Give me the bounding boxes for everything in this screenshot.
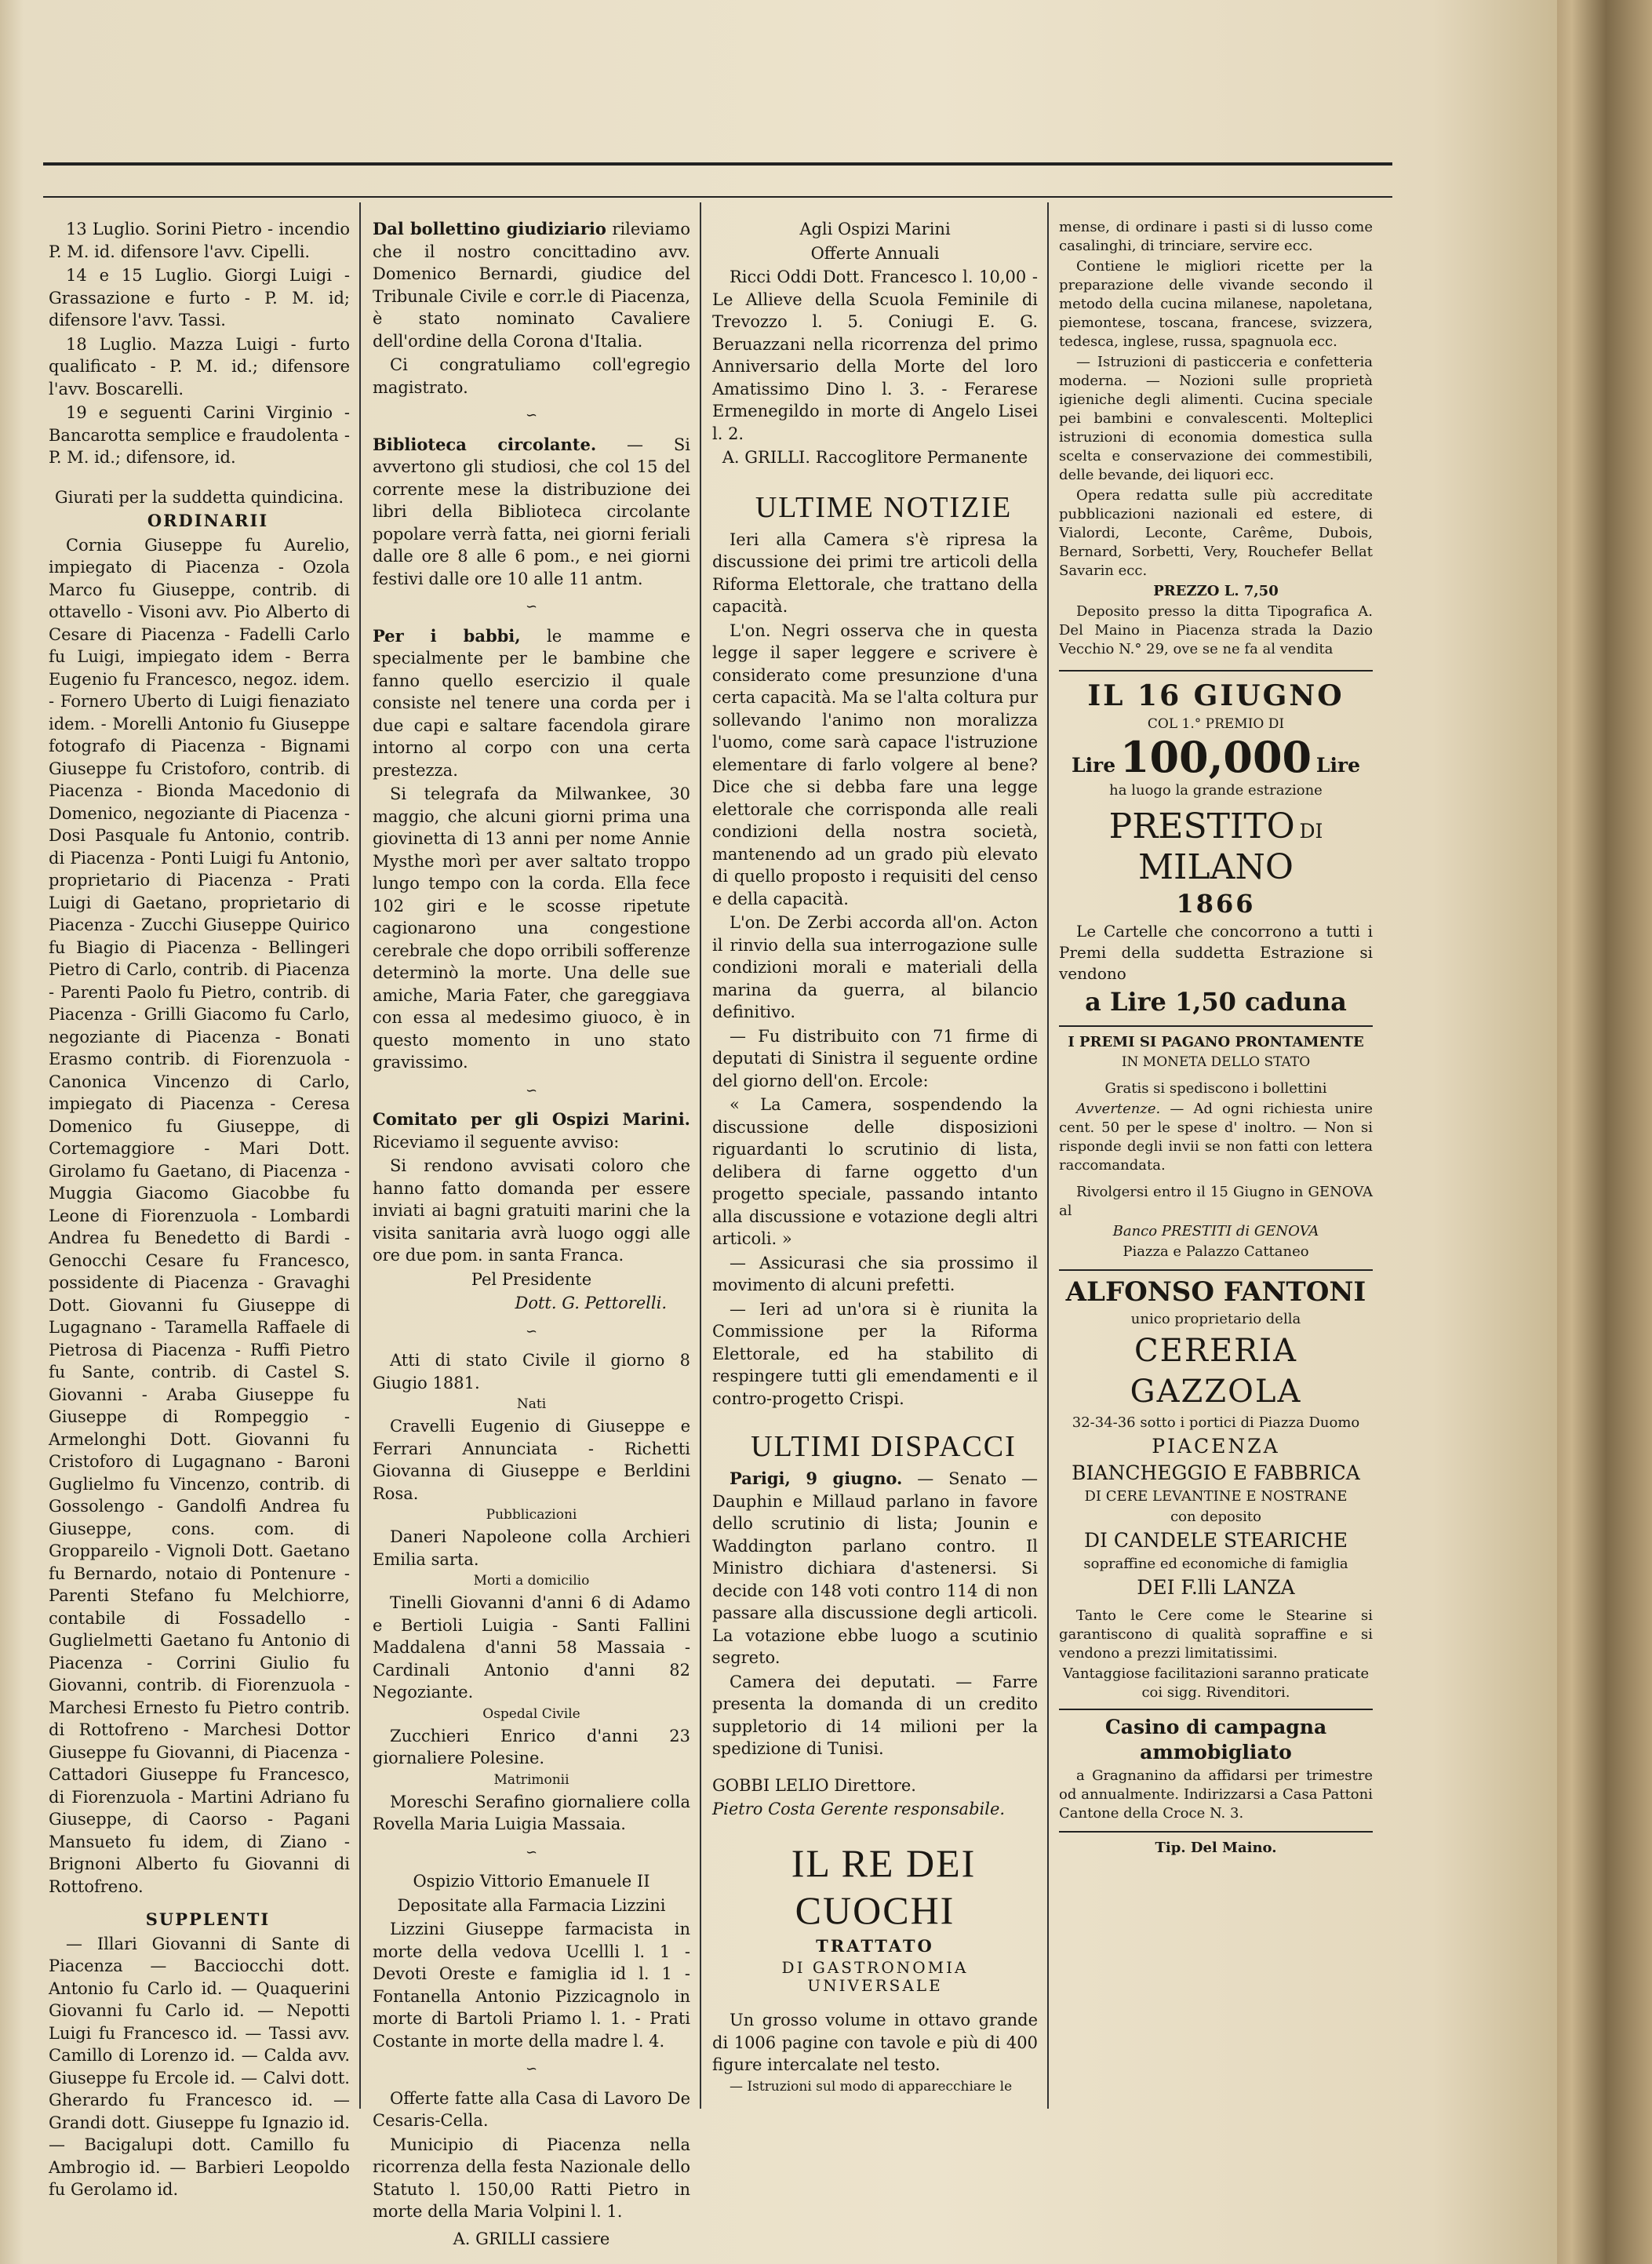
premi-heading: I PREMI SI PAGANO PRONTAMENTE <box>1068 1034 1364 1050</box>
casino-text: a Gragnanino da affidarsi per trimestre od annualmente. Indirizzarsi a Casa Pattoni Cantone della Croce N. 3. <box>1059 1767 1373 1822</box>
atti-text: Atti di stato Civile il giorno 8 Giugio 1881. <box>373 1351 690 1392</box>
re-cuochi-continued-2: Contiene le migliori ricette per la preparazione delle vivande secondo il metodo della cucina milanese, napoletana, piemontese, toscana, francese, svizzera, tedesca, inglese, russa, spagnuola ecc. <box>1059 258 1373 350</box>
ordinarii-heading: ORDINARII <box>147 511 269 530</box>
babbi-heading: Per i babbi, <box>373 625 521 646</box>
ultime-paragraph: Ieri alla Camera s'è ripresa la discussione dei primi tre articoli della Riforma Elettorale, che trattano della capacità. <box>712 530 1038 616</box>
direttore-line: GOBBI LELIO Direttore. <box>712 1775 916 1795</box>
dispacci-text-2: Camera dei deputati. — Farre presenta la domanda di un credito suppletorio di 14 milioni per la spedizione di Tunisi. <box>712 1672 1038 1758</box>
raccoglitore-sign: A. GRILLI. Raccoglitore Permanente <box>722 448 1028 467</box>
column-rule-1 <box>359 202 361 2109</box>
dispacci-paragraph <box>712 1468 1038 1669</box>
giurati-intro: Giurati per la suddetta quindicina. <box>54 487 344 507</box>
piazza-line: Piazza e Palazzo Cattaneo <box>1123 1243 1309 1260</box>
biblioteca-heading: Biblioteca circolante. <box>373 434 597 454</box>
re-cuochi-continued-3: — Istruzioni di pasticceria e confetteria moderna. — Nozioni sulle proprietà igieniche degli alimenti. Cucina speciale pei bambini e convalescenti. Molteplici istruzioni di economia domestica sulla scelta e conservazione dei commestibili, delle bevande, dei liquori ecc. <box>1059 354 1373 483</box>
morti-heading: Morti a domicilio <box>473 1573 590 1589</box>
prestito-lire-right: Lire <box>1315 754 1361 777</box>
separator-ornament: ∽ <box>525 2061 538 2077</box>
prestito-premio: COL 1.° PREMIO DI <box>1147 716 1285 732</box>
trial-entry: 14 e 15 Luglio. Giorgi Luigi - Grassazione e furto - P. M. id; difensore l'avv. Tassi. <box>49 266 350 329</box>
comitato-text-2: Si rendono avvisati coloro che hanno fatto domanda per essere inviati ai bagni gratuiti marini che la visita sanitaria avrà luogo oggi alle ore due pom. in santa Franca. <box>373 1156 690 1265</box>
separator-ornament: ∽ <box>525 1323 538 1340</box>
deposito-text: Deposito presso la ditta Tipografica A. Del Maino in Piacenza strada la Dazio Vecchio N.° 29, ove se ne fa al vendita <box>1059 603 1373 657</box>
column-3 <box>712 218 1038 2098</box>
lanza-line: DEI F.lli LANZA <box>1137 1576 1295 1599</box>
comitato-sign-1: Pel Presidente <box>471 1269 592 1289</box>
prestito-luogo: ha luogo la grande estrazione <box>1109 782 1323 799</box>
con-deposito-line: con deposito <box>1170 1509 1261 1525</box>
bollettino-article <box>373 218 690 352</box>
vantaggiose-text: Vantaggiose facilitazioni saranno praticate coi sigg. Rivenditori. <box>1062 1665 1370 1701</box>
re-cuochi-continued: mense, di ordinare i pasti si di lusso come casalinghi, di trinciare, servire ecc. <box>1059 219 1373 254</box>
rivolgersi-text: Rivolgersi entro il 15 Giugno in GENOVA al <box>1059 1184 1373 1219</box>
re-cuochi-text: Un grosso volume in ottavo grande di 1006 pagine con tavole e più di 400 figure intercalate nel testo. <box>712 2011 1038 2074</box>
ospedal-text: Zucchieri Enrico d'anni 23 giornaliere Polesine. <box>373 1726 690 1767</box>
ultime-paragraph: « La Camera, sospendendo la discussione delle disposizioni riguardanti lo scrutinio di lista, delibera di farne oggetto d'un progetto speciale, passando intanto alla discussione e votazione degli altri articoli. » <box>712 1095 1038 1248</box>
offerte-annuali-text: Ricci Oddi Dott. Francesco l. 10,00 - Le Allieve della Scuola Feminile di Trevozzo l. 5. Coniugi E. G. Beruazzani nella ricorrenza del primo Anniversario della Morte del loro Amatissimo Dino l. 3. - Ferarese Ermenegildo in morte di Angelo Lisei l. 2. <box>712 268 1038 443</box>
prestito-text: Le Cartelle che concorrono a tutti i Premi della suddetta Estrazione si vendono <box>1059 922 1373 983</box>
babbi-article <box>373 625 690 782</box>
top-rule-lower <box>43 196 1392 198</box>
supplenti-list: — Illari Giovanni di Sante di Piacenza — Bacciocchi dott. Antonio fu Carlo id. — Quaquerini Giovanni fu Carlo id. — Nepotti Luigi fu Francesco id. — Tassi avv. Camillo di Lorenzo id. — Calda avv. Giuseppe fu Ercole id. — Calvi dott. Gherardo fu Francesco id. — Grandi dott. Giuseppe fu Ignazio id. — Bacigalupi dott. Camillo fu Ambrogio id. — Barbieri Leopoldo fu Gerolamo id. <box>49 1934 350 2199</box>
morti-text: Tinelli Giovanni d'anni 6 di Adamo e Bertioli Luigia - Santi Fallini Maddalena d'anni 58 Massaia - Cardinali Antonio d'anni 82 Negoziante. <box>373 1593 690 1702</box>
pubblicazioni-text: Daneri Napoleone colla Archieri Emilia sarta. <box>373 1527 690 1569</box>
nati-heading: Nati <box>516 1396 547 1412</box>
prestito-date: IL 16 GIUGNO <box>1087 679 1345 712</box>
ospizi-heading: Agli Ospizi Marini <box>799 220 951 238</box>
ultime-paragraph: L'on. Negri osserva che in questa legge il saper leggere e scrivere è considerato come presunzione d'una certa capacità. Ma se l'alta coltura pur sollevando l'animo non moralizza l'uomo, come sarà capace l'istruzione elementare di farlo volgere al bene? Dice che si debba fare una legge elettorale che corrisponda alle reali condizioni della nostra società, mantenendo ad un grado più elevato di quello proposto i requisiti del censo e della capacità. <box>712 621 1038 908</box>
fantoni-name: ALFONSO FANTONI <box>1065 1276 1366 1308</box>
babbi-text: le mamme e specialmente per le bambine che fanno quello esercizio il quale consiste nel tenere una corda per i due capi e saltare facendola girare intorno al corpo con una certa prestezza. <box>373 626 691 780</box>
trattato-heading: TRATTATO <box>816 1935 934 1956</box>
trial-entry: 19 e seguenti Carini Virginio - Bancarotta semplice e fraudolenta - P. M. id.; difensore, id. <box>49 403 350 467</box>
column-1 <box>49 218 350 2203</box>
ospedal-heading: Ospedal Civile <box>482 1705 580 1722</box>
bollettino-text-2: Ci congratuliamo coll'egregio magistrato. <box>373 355 690 397</box>
trial-entry: 13 Luglio. Sorini Pietro - incendio P. M. id. difensore l'avv. Cipelli. <box>49 220 350 261</box>
offerte-text: Offerte fatte alla Casa di Lavoro De Cesaris-Cella. <box>373 2088 690 2130</box>
comitato-text: Riceviamo il seguente avviso: <box>373 1132 620 1152</box>
pubblicazioni-heading: Pubblicazioni <box>486 1507 577 1523</box>
ultime-paragraph: — Fu distribuito con 71 firme di deputati di Sinistra il seguente ordine del giorno dell'on. Ercole: <box>712 1026 1038 1090</box>
bollettino-heading: Dal bollettino giudiziario <box>373 219 606 238</box>
candele-line: DI CANDELE STEARICHE <box>1084 1529 1348 1552</box>
avvertenze-text: — Ad ogni richiesta unire cent. 50 per le spese d' inoltro. — Non si risponde degli invii se non fatti con lettera raccomandata. <box>1059 1101 1373 1174</box>
prestito-name-a: PRESTITO <box>1108 806 1295 846</box>
babbi-text-2: Si telegrafa da Milwankee, 30 maggio, che alcuni giorni prima una giovinetta di 13 anni per nome Annie Mysthe morì per aver saltato troppo lungo tempo con la corda. Ella fece 102 giri e le scosse ripetute cagionarono una congestione cerebrale che dopo orribili sofferenze determinò la morte. Una delle sue amiche, Maria Fater, che gareggiava con essa al medesimo giuoco, è in questo momento in uno stato gravissimo. <box>373 784 690 1072</box>
avvertenze-paragraph <box>1059 1100 1373 1175</box>
matrimonii-heading: Matrimonii <box>493 1771 569 1788</box>
ordinarii-list: Cornia Giuseppe fu Aurelio, impiegato di Piacenza - Ozola Marco fu Giuseppe, contrib. di ottavello - Visoni avv. Pio Alberto di Cesare di Piacenza - Fadelli Carlo fu Luigi, impiegato idem - Berra Eugenio fu Francesco, negoz. idem. - Fornero Uberto di Luigi fienaziato idem. - Morelli Antonio fu Giuseppe fotografo di Piacenza - Bignami Giuseppe fu Cristoforo, contrib. di Piacenza - Bionda Macedonio di Domenico, negoziante di Piacenza - Dosi Pasquale fu Antonio, contrib. di Piacenza - Ponti Luigi fu Antonio, proprietario di Piacenza - Prati Luigi di Gaetano, proprietario di Piacenza - Zucchi Giuseppe Quirico fu Biagio di Piacenza - Bellingeri Pietro di Carlo, contrib. di Piacenza - Parenti Paolo fu Pietro, contrib. di Piacenza - Grilli Giacomo fu Carlo, negoziante di Piacenza - Bonati Erasmo contrib. di Fiorenzuola - Canonica Vincenzo di Carlo, impiegato di Piacenza - Ceresa Domenico fu Giuseppe, di Cortemaggiore - Mari Dott. Girolamo fu Gaetano, di Piacenza - Muggia Giacomo Giacobbe fu Leone di Fiorenzuola - Lombardi Andrea fu Benedetto di Bardi - Genocchi Cesare fu Francesco, possidente di Piacenza - Gravaghi Dott. Giovanni fu Giuseppe di Lugagnano - Taramella Raffaele di Pietrosa di Piacenza - Ruffi Pietro fu Sante, contrib. di Castel S. Giovanni - Araba Giuseppe fu Giuseppe di Rompeggio - Armelonghi Dott. Giovanni fu Cristoforo di Lugagnano - Baroni Guglielmo fu Vincenzo, contrib. di Gossolengo - Gandolfi Andrea fu Giuseppe, cons. com. di Groppareilo - Vignoli Dott. Gaetano fu Bernardo, notaio di Pontenure - Parenti Stefano fu Melchiorre, contabile di Fossadello - Guglielmetti Gaetano fu Antonio di Piacenza - Corrini Giulio fu Giovanni, contrib. di Fiorenzuola - Marchesi Ernesto fu Pietro contrib. di Rottofreno - Marchesi Dottor Giuseppe fu Giovanni, di Piacenza - Cattadori Giuseppe fu Francesco, di Fiorenzuola - Martini Adriano fu Giuseppe, di Caorso - Pagani Mansueto fu idem, di Ziano - Brignoni Alberto fu Giovanni di Rottofreno. <box>49 535 350 1896</box>
nati-text: Cravelli Eugenio di Giuseppe e Ferrari Annunciata - Richetti Giovanna di Giuseppe e Berldini Rosa. <box>373 1417 690 1503</box>
premi-subheading: IN MONETA DELLO STATO <box>1121 1054 1311 1070</box>
cereria-address: 32-34-36 sotto i portici di Piazza Duomo <box>1072 1414 1360 1431</box>
ultime-paragraph: L'on. De Zerbi accorda all'on. Acton il rinvio della sua interrogazione sulle condizioni morali e materiali della marina da guerra, al bilancio definitivo. <box>712 913 1038 1021</box>
biblioteca-text: — Si avvertono gli studiosi, che col 15 del corrente mese la distribuzione dei libri della Biblioteca circolante popolare verrà fatta, nei giorni feriali dalle ore 8 alle 6 pom., e nei giorni festivi dalle ore 10 alle 11 antm. <box>373 435 690 588</box>
column-4 <box>1059 218 1373 1859</box>
comitato-sign-2: Dott. G. Pettorelli. <box>515 1294 667 1312</box>
gastronomia-heading: DI GASTRONOMIA UNIVERSALE <box>781 1958 969 1995</box>
separator-ornament: ∽ <box>525 407 538 424</box>
banco-line: Banco PRESTITI di GENOVA <box>1112 1223 1319 1239</box>
re-cuochi-continued-4: Opera redatta sulle più accreditate pubblicazioni nazionali ed estere, di Vialordi, Leconte, Carême, Dubois, Bernard, Sorbetti, Very, Rouchefer Bellat Savarin ecc. <box>1059 487 1373 579</box>
prestito-price: a Lire 1,50 caduna <box>1085 987 1347 1017</box>
bollettino-text: rileviamo che il nostro concittadino avv. Domenico Bernardi, giudice del Tribunale Civile e corr.le di Piacenza, è stato nominato Cavaliere dell'ordine della Corona d'Italia. <box>373 220 690 351</box>
biblioteca-article <box>373 434 690 591</box>
prestito-name-b: MILANO <box>1138 847 1294 887</box>
matrimonii-text: Moreschi Serafino giornaliere colla Rovella Maria Luigia Massaia. <box>373 1792 690 1833</box>
column-rule-3 <box>1047 202 1049 2109</box>
biancheggio-line: BIANCHEGGIO E FABBRICA <box>1072 1461 1360 1484</box>
cereria-city: PIACENZA <box>1152 1435 1280 1458</box>
prestito-lire-left: Lire <box>1071 754 1116 777</box>
re-cuochi-text-2: — Istruzioni sul modo di apparecchiare le <box>730 2078 1013 2095</box>
prestito-name-di: DI <box>1299 820 1323 843</box>
re-cuochi-heading: IL RE DEI CUOCHI <box>791 1840 977 1932</box>
prestito-amount-line <box>1059 732 1373 782</box>
cassiere-sign: A. GRILLI cassiere <box>453 2229 610 2248</box>
offerte-heading: Offerte Annuali <box>810 243 940 263</box>
column-2 <box>373 218 690 2251</box>
ultime-notizie-heading: ULTIME NOTIZIE <box>755 490 1013 524</box>
cereria-name: CERERIA GAZZOLA <box>1130 1333 1302 1410</box>
separator-ornament: ∽ <box>525 1844 538 1861</box>
prestito-amount: 100,000 <box>1119 732 1312 782</box>
separator-ornament: ∽ <box>525 599 538 615</box>
top-rule-upper <box>43 162 1392 166</box>
column-rule-2 <box>700 202 701 2109</box>
tipografia-line: Tip. Del Maino. <box>1155 1840 1277 1856</box>
proprietario-line: unico proprietario della <box>1130 1311 1301 1327</box>
premi-text: Gratis si spediscono i bollettini <box>1104 1080 1327 1097</box>
prezzo-line: PREZZO L. 7,50 <box>1153 583 1279 599</box>
gerente-line: Pietro Costa Gerente responsabile. <box>712 1800 1006 1818</box>
cere-line: DI CERE LEVANTINE E NOSTRANE <box>1084 1488 1348 1505</box>
prestito-year: 1866 <box>1176 889 1256 919</box>
ultimi-dispacci-heading: ULTIMI DISPACCI <box>751 1430 1017 1463</box>
prestito-name <box>1059 806 1373 888</box>
trial-entry: 18 Luglio. Mazza Luigi - furto qualificato - P. M. id.; difensore l'avv. Boscarelli. <box>49 334 350 399</box>
tanto-text: Tanto le Cere come le Stearine si garantiscono di qualità sopraffine e si vendono a prezzi limitatissimi. <box>1059 1607 1373 1662</box>
sopraffine-line: sopraffine ed economiche di famiglia <box>1083 1556 1348 1572</box>
supplenti-heading: SUPPLENTI <box>145 1909 271 1929</box>
dispacci-place: Parigi, 9 giugno. <box>730 1469 903 1488</box>
ospizio-text: Lizzini Giuseppe farmacista in morte della vedova Ucellli l. 1 - Devoti Oreste e famiglia id l. 1 - Fontanella Antonio Pizzicagnolo in morte di Bartoli Priamo l. 1. - Prati Costante in morte della madre l. 4. <box>373 1920 690 2051</box>
comitato-heading: Comitato per gli Ospizi Marini. <box>373 1109 690 1129</box>
ospizio-heading: Ospizio Vittorio Emanuele II <box>413 1872 650 1891</box>
dispacci-text: — Senato — Dauphin e Millaud parlano in favore dello scrutinio di lista; Jounin e Waddington parlano contro. Il Ministro dichiara d'astenersi. Si decide con 148 voti contro 114 di non passare alla discussione degli articoli. La votazione ebbe luogo a scutinio segreto. <box>712 1469 1038 1667</box>
ultime-paragraph: — Ieri ad un'ora si è riunita la Commissione per la Riforma Elettorale, ed ha stabilito di respingere tutti gli emendamenti e il contro-progetto Crispi. <box>712 1299 1038 1408</box>
municipio-text: Municipio di Piacenza nella ricorrenza della festa Nazionale dello Statuto l. 150,00 Ratti Pietro in morte della Maria Volpini l. 1. <box>373 2135 690 2221</box>
avvertenze-label: Avvertenze. <box>1076 1101 1161 1117</box>
separator-ornament: ∽ <box>525 1082 538 1099</box>
comitato-article <box>373 1108 690 1153</box>
ultime-paragraph: — Assicurasi che sia prossimo il movimento di alcuni prefetti. <box>712 1253 1038 1294</box>
ospizio-subheading: Depositate alla Farmacia Lizzini <box>397 1895 666 1915</box>
casino-heading: Casino di campagna ammobigliato <box>1104 1716 1327 1764</box>
